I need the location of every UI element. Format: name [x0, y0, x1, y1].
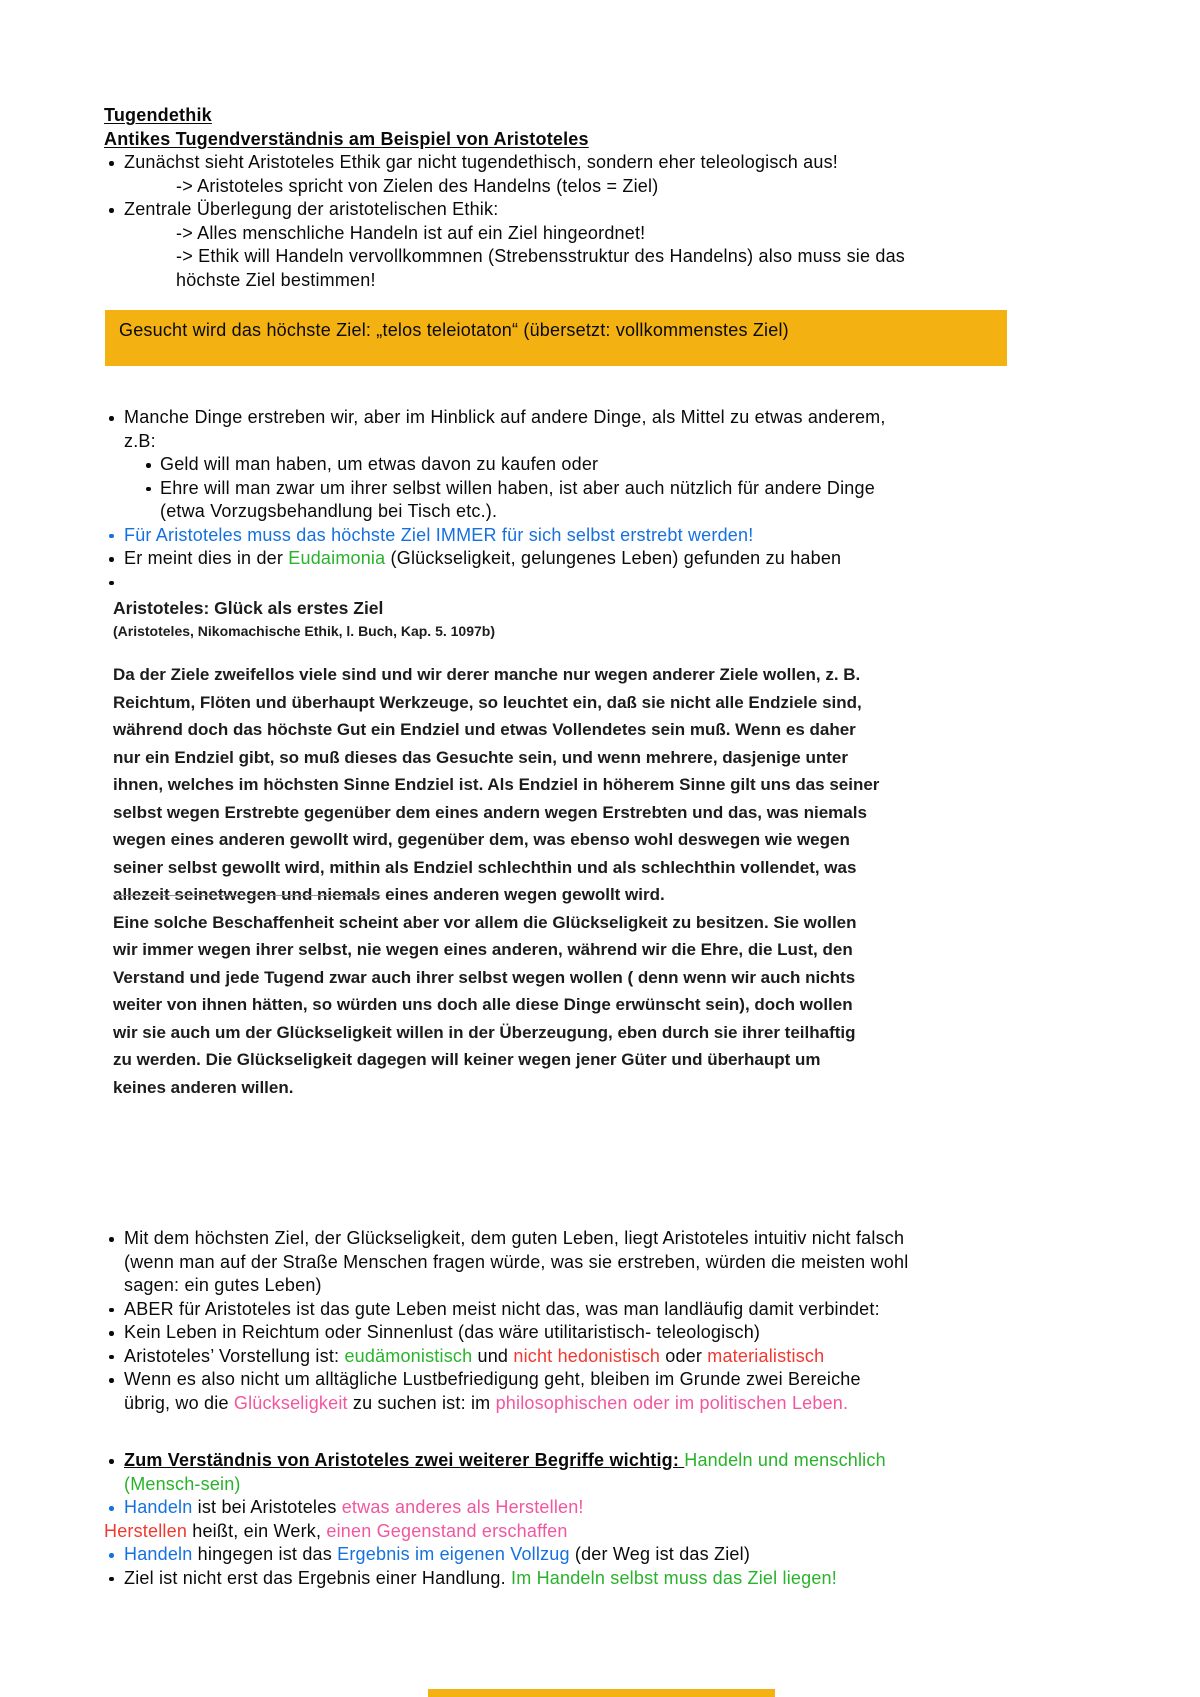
bullet-item	[104, 1345, 1105, 1369]
quote-line	[113, 854, 1105, 882]
text-segment: eines anderen wegen gewollt wird.	[380, 885, 665, 904]
text-segment: ABER für Aristoteles ist das gute Leben meist nicht das, was man landläufig damit verbindet:	[124, 1298, 880, 1319]
quote-title: Aristoteles: Glück als erstes Ziel	[113, 598, 384, 618]
bullet-item	[104, 1567, 1105, 1591]
quote-line	[113, 661, 1105, 689]
quote-line	[113, 1074, 1105, 1102]
text-segment: wir sie auch um der Glückseligkeit willen in der Überzeugung, eben durch sie ihrer teilhaftig	[113, 1022, 856, 1042]
bullet-icon	[109, 1577, 114, 1582]
bullet-item	[104, 1520, 1105, 1544]
text-segment: einen Gegenstand erschaffen	[326, 1520, 568, 1541]
text-segment: Wenn es also nicht um alltägliche Lustbefriedigung geht, bleiben im Grunde zwei Bereiche	[124, 1369, 861, 1389]
bullet-icon	[109, 557, 114, 562]
text-segment: sagen: ein gutes Leben)	[124, 1275, 322, 1295]
quote-body	[113, 661, 1105, 1101]
quote-line	[113, 689, 1105, 717]
bullet-item	[104, 151, 1105, 175]
concepts-bullet-list	[104, 1449, 1105, 1590]
highlight-box-text: Gesucht wird das höchste Ziel: „telos teleiotaton“ (übersetzt: vollkommenstes Ziel)	[119, 320, 789, 340]
bullet-item	[104, 222, 1105, 246]
text-segment: keines anderen willen.	[113, 1077, 294, 1097]
quote-line	[113, 826, 1105, 854]
quote-line	[113, 716, 1105, 744]
quote-source: (Aristoteles, Nikomachische Ethik, l. Buch, Kap. 5. 1097b)	[113, 623, 496, 639]
text-segment: Ergebnis im eigenen Vollzug	[337, 1544, 570, 1564]
text-segment: heißt, ein Werk,	[187, 1520, 327, 1541]
text-segment: Herstellen	[104, 1520, 188, 1541]
quote-line	[113, 936, 1105, 964]
text-segment: höchste Ziel bestimmen!	[176, 269, 376, 290]
text-segment: nur ein Endziel gibt, so muß dieses das Gesuchte sein, und wenn mehrere, dasjenige unter	[113, 747, 848, 767]
text-segment: Zum Verständnis von Aristoteles zwei weiterer Begriffe wichtig:	[124, 1450, 685, 1470]
quote-line	[113, 744, 1105, 772]
bullet-item	[104, 175, 1105, 199]
text-segment: Ziel ist nicht erst das Ergebnis einer Handlung.	[124, 1567, 511, 1588]
quote-line	[113, 771, 1105, 799]
quote-line	[113, 799, 1105, 827]
bullet-icon	[109, 581, 114, 586]
text-segment: etwas anderes als Herstellen!	[341, 1497, 584, 1517]
bullet-icon	[109, 534, 114, 539]
bullet-item	[104, 245, 1105, 292]
bullet-icon	[109, 416, 114, 421]
text-segment: (etwa Vorzugsbehandlung bei Tisch etc.).	[160, 501, 498, 521]
means-ends-bullet-list	[104, 406, 1105, 594]
next-section-highlight-cutoff	[428, 1689, 775, 1697]
text-segment: allezeit seinetwegen und niemals	[113, 885, 381, 904]
bullet-icon	[109, 1459, 114, 1464]
bullet-item	[104, 477, 1105, 524]
bullet-item	[104, 198, 1105, 222]
text-segment: weiter von ihnen hätten, so würden uns doch alle diese Dinge erwünscht sein), doch wollen	[113, 995, 853, 1014]
text-segment: Da der Ziele zweifellos viele sind und wir derer manche nur wegen anderer Ziele wollen, z. B.	[113, 665, 861, 684]
bullet-icon	[109, 1378, 114, 1383]
text-segment: ist bei Aristoteles	[192, 1497, 342, 1517]
text-segment: (Glückseligkeit, gelungenes Leben) gefunden zu haben	[385, 548, 842, 568]
bullet-item	[104, 524, 1105, 548]
text-segment: (wenn man auf der Straße Menschen fragen würde, was sie erstreben, würden die meisten wohl	[124, 1251, 909, 1272]
text-segment: (Mensch-sein)	[124, 1473, 241, 1494]
quote-line	[113, 909, 1105, 937]
bullet-item	[104, 453, 1105, 477]
text-segment: zu suchen ist: im	[347, 1392, 496, 1413]
text-segment: seiner selbst gewollt wird, mithin als Endziel schlechthin und als schlechthin vollendet, was	[113, 857, 857, 877]
text-segment: Kein Leben in Reichtum oder Sinnenlust (das wäre utilitaristisch- teleologisch)	[124, 1322, 761, 1342]
text-segment: philosophischen oder im politischen Leben.	[495, 1392, 849, 1413]
text-segment: z.B:	[124, 430, 156, 451]
text-segment: Verstand und jede Tugend zwar auch ihrer selbst wegen wollen ( denn wenn wir auch nichts	[113, 967, 856, 987]
bullet-item	[104, 406, 1105, 453]
text-segment: Mit dem höchsten Ziel, der Glückseligkeit, dem guten Leben, liegt Aristoteles intuitiv nicht falsch	[124, 1228, 905, 1248]
text-segment: nicht hedonistisch	[513, 1345, 661, 1366]
page-subtitle: Antikes Tugendverständnis am Beispiel von Aristoteles	[104, 128, 589, 149]
bullet-icon	[146, 487, 151, 492]
text-segment: Er meint dies in der	[124, 548, 289, 568]
text-segment: Ehre will man zwar um ihrer selbst willen haben, ist aber auch nützlich für andere Dinge	[160, 477, 875, 498]
bullet-icon	[109, 1506, 114, 1511]
text-segment: Zentrale Überlegung der aristotelischen Ethik:	[124, 199, 499, 219]
intro-bullet-list	[104, 151, 1105, 292]
text-segment: Handeln	[124, 1544, 193, 1564]
text-segment: materialistisch	[707, 1345, 825, 1366]
bullet-icon	[146, 463, 151, 468]
text-segment: Zunächst sieht Aristoteles Ethik gar nicht tugendethisch, sondern eher teleologisch aus!	[124, 152, 839, 172]
text-segment: -> Alles menschliche Handeln ist auf ein Ziel hingeordnet!	[176, 222, 646, 243]
quote-line	[113, 881, 1105, 909]
text-segment: Eudaimonia	[288, 548, 386, 568]
text-segment: zu werden. Die Glückseligkeit dagegen will keiner wegen jener Güter und überhaupt um	[113, 1050, 821, 1069]
text-segment: -> Ethik will Handeln vervollkommnen (Strebensstruktur des Handelns) also muss sie das	[176, 246, 905, 266]
text-segment: Reichtum, Flöten und überhaupt Werkzeuge, so leuchtet ein, daß sie nicht alle Endziele sind,	[113, 692, 862, 712]
quote-line	[113, 1046, 1105, 1074]
bullet-item	[104, 1321, 1105, 1345]
bullet-icon	[109, 161, 114, 166]
aristotle-quote-block	[113, 595, 1105, 1101]
text-segment: ihnen, welches im höchsten Sinne Endziel ist. Als Endziel in höherem Sinne gilt uns das seiner	[113, 775, 880, 794]
text-segment: wir immer wegen ihrer selbst, nie wegen eines anderen, während wir die Ehre, die Lust, den	[113, 940, 853, 959]
text-segment: Manche Dinge erstreben wir, aber im Hinblick auf andere Dinge, als Mittel zu etwas anderem,	[124, 407, 886, 427]
text-segment: Glückseligkeit	[233, 1392, 348, 1413]
quote-line	[113, 964, 1105, 992]
text-segment: eudämonistisch	[344, 1345, 473, 1366]
bullet-icon	[109, 208, 114, 213]
bullet-item	[104, 1543, 1105, 1567]
text-segment: Geld will man haben, um etwas davon zu kaufen oder	[160, 454, 599, 474]
bullet-item	[104, 1449, 1105, 1496]
highlight-box	[105, 310, 1007, 366]
bullet-icon	[109, 1308, 114, 1313]
bullet-item	[104, 1227, 1105, 1298]
quote-line	[113, 991, 1105, 1019]
bullet-item	[104, 571, 1105, 595]
text-segment: Aristoteles’ Vorstellung ist:	[124, 1345, 345, 1366]
text-segment: selbst wegen Erstrebte gegenüber dem eines andern wegen Erstrebten und das, was niemals	[113, 802, 867, 822]
text-segment: während doch das höchste Gut ein Endziel und etwas Vollendetes sein muß. Wenn es daher	[113, 720, 856, 739]
text-segment: Eine solche Beschaffenheit scheint aber vor allem die Glückseligkeit zu besitzen. Sie wollen	[113, 912, 857, 932]
bullet-item	[104, 1496, 1105, 1520]
text-segment: (der Weg ist das Ziel)	[569, 1544, 751, 1564]
text-segment: Im Handeln selbst muss das Ziel liegen!	[511, 1567, 837, 1588]
page-title: Tugendethik	[104, 105, 212, 125]
text-segment: Handeln und menschlich	[684, 1450, 886, 1470]
bullet-item	[104, 547, 1105, 571]
text-segment: hingegen ist das	[192, 1544, 338, 1564]
text-segment: und	[472, 1345, 514, 1366]
text-segment: wegen eines anderen gewollt wird, gegenüber dem, was ebenso wohl deswegen wie wegen	[113, 830, 850, 849]
bullet-icon	[109, 1355, 114, 1360]
text-segment: übrig, wo die	[124, 1392, 234, 1413]
text-segment: oder	[660, 1345, 708, 1366]
text-segment: -> Aristoteles spricht von Zielen des Handelns (telos = Ziel)	[176, 175, 659, 196]
analysis-bullet-list	[104, 1227, 1105, 1415]
text-segment: Für Aristoteles muss das höchste Ziel IMMER für sich selbst erstrebt werden!	[124, 524, 754, 545]
bullet-icon	[109, 1331, 114, 1336]
text-segment: Handeln	[124, 1497, 193, 1517]
bullet-icon	[109, 1553, 114, 1558]
bullet-item	[104, 1298, 1105, 1322]
quote-line	[113, 1019, 1105, 1047]
bullet-icon	[109, 1237, 114, 1242]
bullet-item	[104, 1368, 1105, 1415]
